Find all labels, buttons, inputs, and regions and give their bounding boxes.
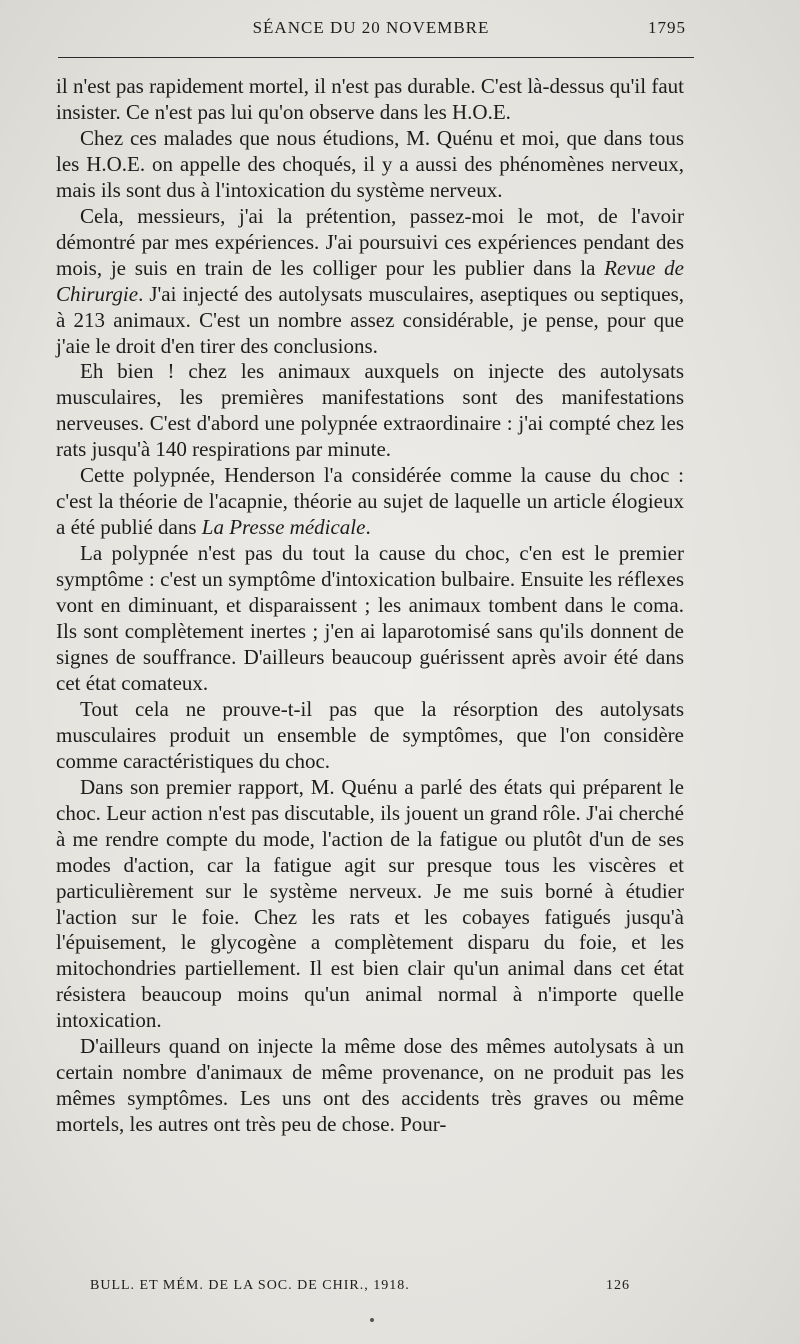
paragraph-2: Chez ces malades que nous étudions, M. Quénu et moi, que dans tous les H.O.E. on appelle des choqués, il y a aussi des phénomènes nerveux, mais ils sont dus à l'intoxication du système nerveux. <box>56 125 684 202</box>
paragraph-7: Tout cela ne prouve-t-il pas que la résorption des autolysats musculaires produit un ensemble de symptômes, que l'on considère comme caractéristiques du choc. <box>56 696 684 773</box>
paragraph-3-tail: . J'ai injecté des autolysats musculaires, aseptiques ou septiques, à 213 animaux. C'est un nombre assez considérable, je pense, pour que j'aie le droit d'en tirer des conclusions. <box>56 281 684 358</box>
running-head <box>56 18 686 42</box>
paragraph-3-text: Cela, messieurs, j'ai la prétention, passez-moi le mot, de l'avoir démontré par mes expériences. J'ai poursuivi ces expériences pendant des mois, je suis en train de les colliger pour les publier dans la <box>56 203 684 280</box>
signature-mark: 126 <box>606 1278 630 1293</box>
page-number: 1795 <box>648 18 686 37</box>
bulletin-reference: BULL. ET MÉM. DE LA SOC. DE CHIR., 1918. <box>90 1278 410 1293</box>
paragraph-5 <box>56 463 684 541</box>
paragraph-9: D'ailleurs quand on injecte la même dose des mêmes autolysats à un certain nombre d'animaux de même provenance, on ne produit pas les mêmes symptômes. Les uns ont des accidents très graves ou même mortels, les autres ont très peu de chose. Pour- <box>56 1034 684 1137</box>
paragraph-3 <box>56 204 684 360</box>
paragraph-5-tail: . <box>365 515 371 540</box>
body-text <box>56 74 684 1138</box>
header-rule <box>58 57 694 58</box>
journal-title-revue: Revue de Chirurgie <box>56 255 684 306</box>
paragraph-8: Dans son premier rapport, M. Quénu a parlé des états qui préparent le choc. Leur action n'est pas discutable, ils jouent un grand rôle. J'ai cherché à me rendre compte du mode, l'action de la fatigue ou plutôt d'un de ses modes d'action, car la fatigue agit sur presque tous les viscères et particulièrement sur le système nerveux. Je me suis borné à étudier l'action sur le foie. Chez les rats et les cobayes fatigués jusqu'à l'épuisement, le glycogène a complètement disparu du foie, et les mitochondries partiellement. Il est bien clair qu'un animal dans cet état résistera beaucoup moins qu'un animal normal à n'importe quelle intoxication. <box>56 774 684 1033</box>
running-title: SÉANCE DU 20 NOVEMBRE <box>252 18 490 37</box>
print-speck <box>370 1318 374 1322</box>
paragraph-4: Eh bien ! chez les animaux auxquels on injecte des autolysats musculaires, les premières manifestations sont des manifestations nerveuses. C'est d'abord une polypnée extraordinaire : j'ai compté chez les rats jusqu'à 140 respirations par minute. <box>56 359 684 462</box>
page-footer <box>90 1278 650 1294</box>
paragraph-1: il n'est pas rapidement mortel, il n'est pas durable. C'est là-dessus qu'il faut insister. Ce n'est pas lui qu'on observe dans les H.O.E. <box>56 74 684 124</box>
journal-title-presse: La Presse médicale <box>201 515 366 540</box>
paragraph-6: La polypnée n'est pas du tout la cause du choc, c'en est le premier symptôme : c'est un symptôme d'intoxication bulbaire. Ensuite les réflexes vont en diminuant, et disparaissent ; les animaux tombent dans le coma. Ils sont complètement inertes ; j'en ai laparotomisé sans qu'ils donnent de signes de souffrance. D'ailleurs beaucoup guérissent après avoir été dans cet état comateux. <box>56 541 684 695</box>
paragraph-5-text: Cette polypnée, Henderson l'a considérée comme la cause du choc : c'est la théorie de l'acapnie, théorie au sujet de laquelle un article élogieux a été publié dans <box>56 463 684 540</box>
